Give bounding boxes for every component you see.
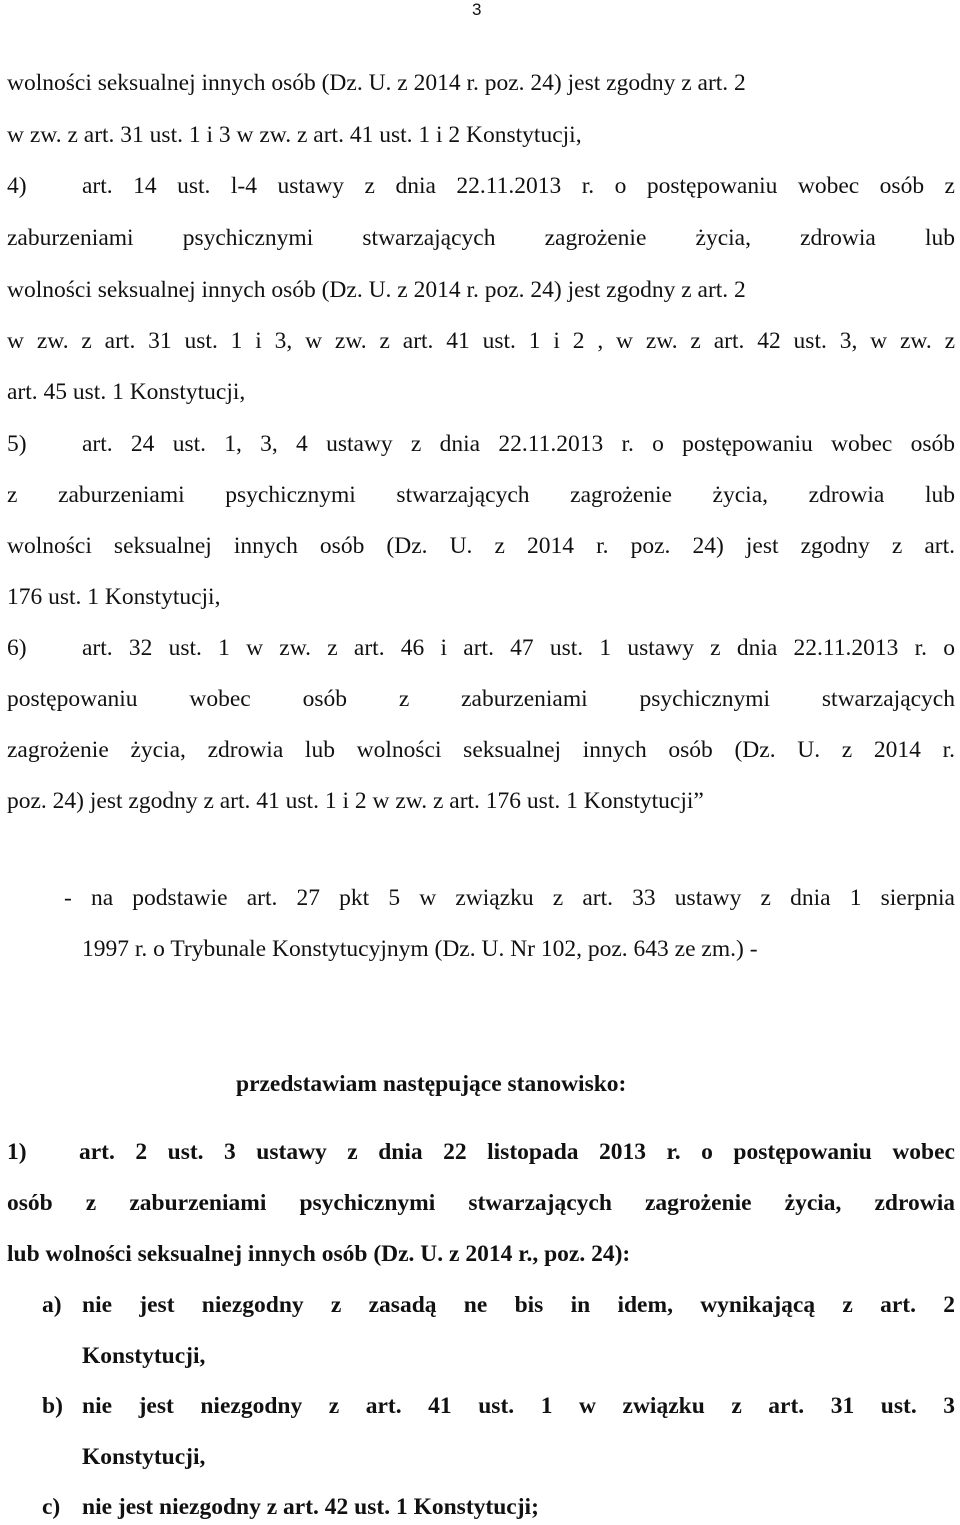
text-line: wolności seksualnej innych osób (Dz. U. z 2014 r. poz. 24) jest zgodny z art. 2 [7, 70, 746, 96]
list-marker: c) [42, 1494, 61, 1520]
list-marker: 4) [7, 173, 27, 199]
text-line: w zw. z art. 31 ust. 1 i 3, w zw. z art. 41 ust. 1 i 2 , w zw. z art. 42 ust. 3, w zw. z [7, 328, 955, 354]
page-number: 3 [472, 0, 482, 19]
text-line: lub wolności seksualnej innych osób (Dz. U. z 2014 r., poz. 24): [7, 1241, 631, 1267]
text-line: wolności seksualnej innych osób (Dz. U. z 2014 r. poz. 24) jest zgodny z art. [7, 533, 955, 559]
text-line: 176 ust. 1 Konstytucji, [7, 584, 221, 610]
text-line: wolności seksualnej innych osób (Dz. U. z 2014 r. poz. 24) jest zgodny z art. 2 [7, 277, 746, 303]
text-line: zaburzeniami psychicznymi stwarzających zagrożenie życia, zdrowia lub [7, 225, 955, 251]
list-marker: 5) [7, 431, 27, 457]
text-line: poz. 24) jest zgodny z art. 41 ust. 1 i 2 w zw. z art. 176 ust. 1 Konstytucji” [7, 788, 704, 814]
text-line: Konstytucji, [82, 1444, 206, 1470]
text-line: z zaburzeniami psychicznymi stwarzających zagrożenie życia, zdrowia lub [7, 482, 955, 508]
text-line: art. 14 ust. l-4 ustawy z dnia 22.11.2013 r. o postępowaniu wobec osób z [82, 173, 955, 199]
list-marker: 6) [7, 635, 27, 661]
text-line: - na podstawie art. 27 pkt 5 w związku z art. 33 ustawy z dnia 1 sierpnia [64, 885, 955, 911]
section-heading: przedstawiam następujące stanowisko: [236, 1071, 627, 1097]
list-marker: a) [42, 1292, 62, 1318]
text-line: art. 32 ust. 1 w zw. z art. 46 i art. 47 ust. 1 ustawy z dnia 22.11.2013 r. o [82, 635, 955, 661]
text-line: w zw. z art. 31 ust. 1 i 3 w zw. z art. 41 ust. 1 i 2 Konstytucji, [7, 122, 582, 148]
text-line: art. 45 ust. 1 Konstytucji, [7, 379, 246, 405]
text-line: nie jest niezgodny z art. 41 ust. 1 w związku z art. 31 ust. 3 [82, 1393, 955, 1419]
text-line: 1997 r. o Trybunale Konstytucyjnym (Dz. U. Nr 102, poz. 643 ze zm.) - [82, 936, 758, 962]
text-line: zagrożenie życia, zdrowia lub wolności seksualnej innych osób (Dz. U. z 2014 r. [7, 737, 955, 763]
text-line: postępowaniu wobec osób z zaburzeniami psychicznymi stwarzających [7, 686, 955, 712]
text-line: osób z zaburzeniami psychicznymi stwarzających zagrożenie życia, zdrowia [7, 1190, 955, 1216]
text-line: nie jest niezgodny z zasadą ne bis in idem, wynikającą z art. 2 [82, 1292, 955, 1318]
text-line: art. 2 ust. 3 ustawy z dnia 22 listopada 2013 r. o postępowaniu wobec [79, 1139, 955, 1165]
text-line: nie jest niezgodny z art. 42 ust. 1 Konstytucji; [82, 1494, 539, 1520]
text-line: art. 24 ust. 1, 3, 4 ustawy z dnia 22.11.2013 r. o postępowaniu wobec osób [82, 431, 955, 457]
list-marker: 1) [7, 1139, 27, 1165]
text-line: Konstytucji, [82, 1343, 206, 1369]
list-marker: b) [42, 1393, 63, 1419]
